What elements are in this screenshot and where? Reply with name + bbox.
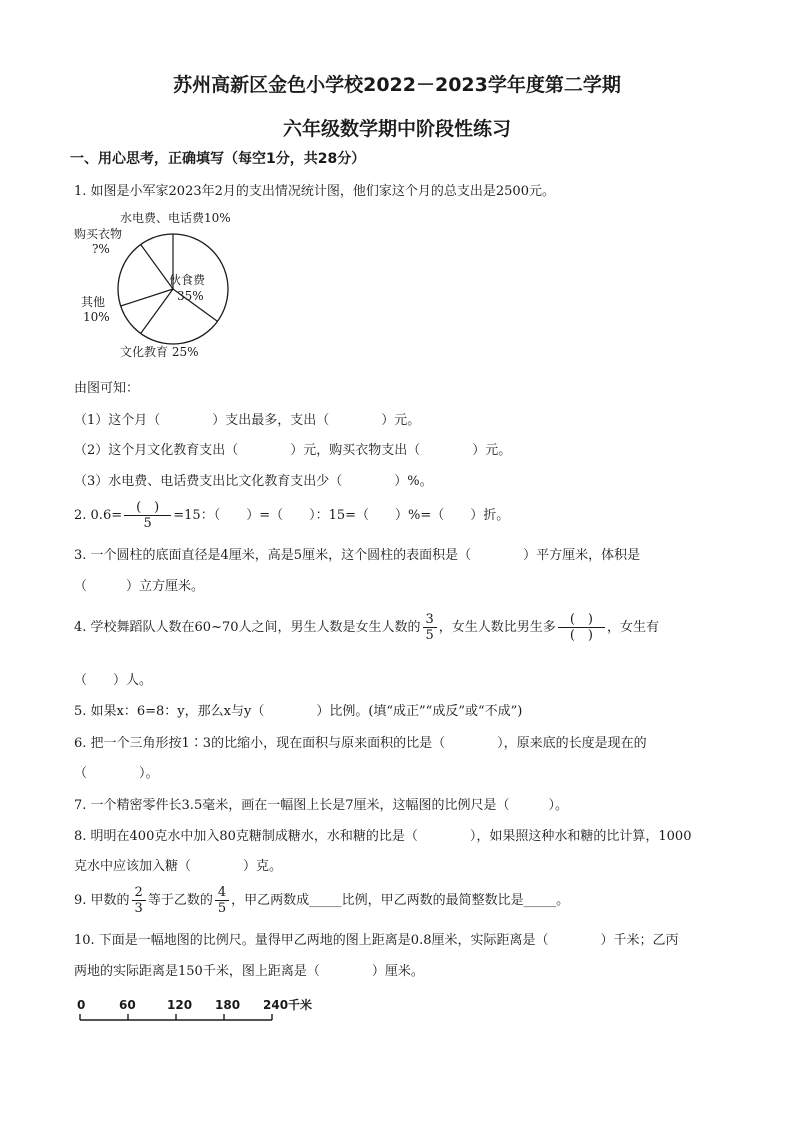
section-heading: 一、用心思考，正确填写（每空1分，共28分） (70, 151, 366, 167)
exam-title: 苏州高新区金色小学校2022－2023学年度第二学期 (173, 74, 621, 96)
q9-frac2-den: 5 (217, 901, 227, 916)
q4-fraction-1 (423, 612, 437, 643)
scale-label: 180 (215, 998, 241, 1012)
pie-slice-label: 购买衣物?% (74, 227, 123, 256)
q4-frac1-num: 3 (423, 612, 437, 628)
pie-slice-boundary (141, 289, 173, 333)
pie-slice-boundary (121, 289, 173, 306)
scale-label: 60 (119, 998, 136, 1012)
question-8-line1: 8. 明明在400克水中加入80克糖制成糖水，水和糖的比是（ ），如果照这种水和糖的比计算，1000 (74, 829, 692, 844)
map-scale-bar (74, 996, 334, 1026)
q4-fraction-2 (558, 612, 605, 643)
q2-prefix: 2. 0.6= (74, 508, 123, 523)
question-1-sub3: （3）水电费、电话费支出比文化教育支出少（ ）%。 (74, 474, 433, 489)
q2-fraction-num: ( ) (124, 500, 171, 516)
pie-slice-label: 文化教育 25% (120, 345, 199, 359)
question-1-sub2: （2）这个月文化教育支出（ ）元，购买衣物支出（ ）元。 (74, 443, 512, 458)
expense-pie-chart (74, 206, 304, 376)
question-7: 7. 一个精密零件长3.5毫米，画在一幅图上长是7厘米，这幅图的比例尺是（ ）。 (74, 798, 568, 813)
q9-frac1-den: 3 (134, 901, 143, 916)
question-9 (74, 885, 569, 916)
question-1-text: 1. 如图是小军家2023年2月的支出情况统计图，他们家这个月的总支出是2500元。 (74, 184, 555, 199)
q2-fraction-den: 5 (143, 516, 152, 531)
exam-subtitle: 六年级数学期中阶段性练习 (282, 118, 511, 140)
question-1-intro: 由图可知： (74, 381, 140, 396)
question-1-sub1: （1）这个月（ ）支出最多，支出（ ）元。 (74, 413, 421, 428)
q2-suffix: =15：（ ）=（ ）：15=（ ）%=（ ）折。 (173, 508, 510, 523)
question-3-line1: 3. 一个圆柱的底面直径是4厘米，高是5厘米，这个圆柱的表面积是（ ）平方厘米，体积是 (74, 548, 641, 563)
q4-part1: 4. 学校舞蹈队人数在60~70人之间，男生人数是女生人数的 (74, 620, 421, 635)
question-3-line2: （ ）立方厘米。 (74, 579, 205, 594)
scale-label: 120 (167, 998, 193, 1012)
question-10-line1: 10. 下面是一幅地图的比例尺。量得甲乙两地的图上距离是0.8厘米，实际距离是（ ）千米；乙丙 (74, 933, 679, 948)
q4-frac1-den: 5 (425, 628, 434, 643)
q2-fraction (124, 500, 171, 531)
pie-slice-label: 水电费、电话费10% (120, 211, 231, 225)
q9-part3: ，甲乙两数成_____比例，甲乙两数的最简整数比是_____。 (231, 893, 570, 908)
question-5: 5. 如果x：6=8：y，那么x与y（ ）比例。(填“成正”“成反”或“不成”) (74, 704, 523, 719)
q9-fraction-2 (215, 885, 229, 916)
q9-part1: 9. 甲数的 (74, 893, 130, 908)
q9-part2: 等于乙数的 (147, 893, 213, 908)
q9-frac2-num: 4 (215, 885, 229, 901)
question-2 (74, 500, 509, 531)
question-4-line2: （ ）人。 (74, 673, 153, 688)
question-4 (74, 612, 659, 643)
q9-fraction-1 (132, 885, 146, 916)
pie-slice-label: 伙食费 35% (169, 273, 206, 303)
q4-frac2-num: ( ) (558, 612, 605, 628)
q4-frac2-den: ( ) (569, 628, 593, 643)
scale-label: 240千米 (263, 998, 313, 1012)
question-6-line1: 6. 把一个三角形按1∶3的比缩小，现在面积与原来面积的比是（ ），原来底的长度是现在的 (74, 736, 647, 751)
question-8-line2: 克水中应该加入糖（ ）克。 (74, 859, 283, 874)
scale-label: 0 (77, 998, 86, 1012)
q9-frac1-num: 2 (132, 885, 146, 901)
question-10-line2: 两地的实际距离是150千米，图上距离是（ ）厘米。 (74, 964, 424, 979)
q4-part3: ，女生有 (606, 620, 659, 635)
q4-part2: ，女生人数比男生多 (438, 620, 556, 635)
question-6-line2: （ ）。 (74, 766, 159, 781)
pie-slice-label: 其他 10% (81, 295, 110, 324)
